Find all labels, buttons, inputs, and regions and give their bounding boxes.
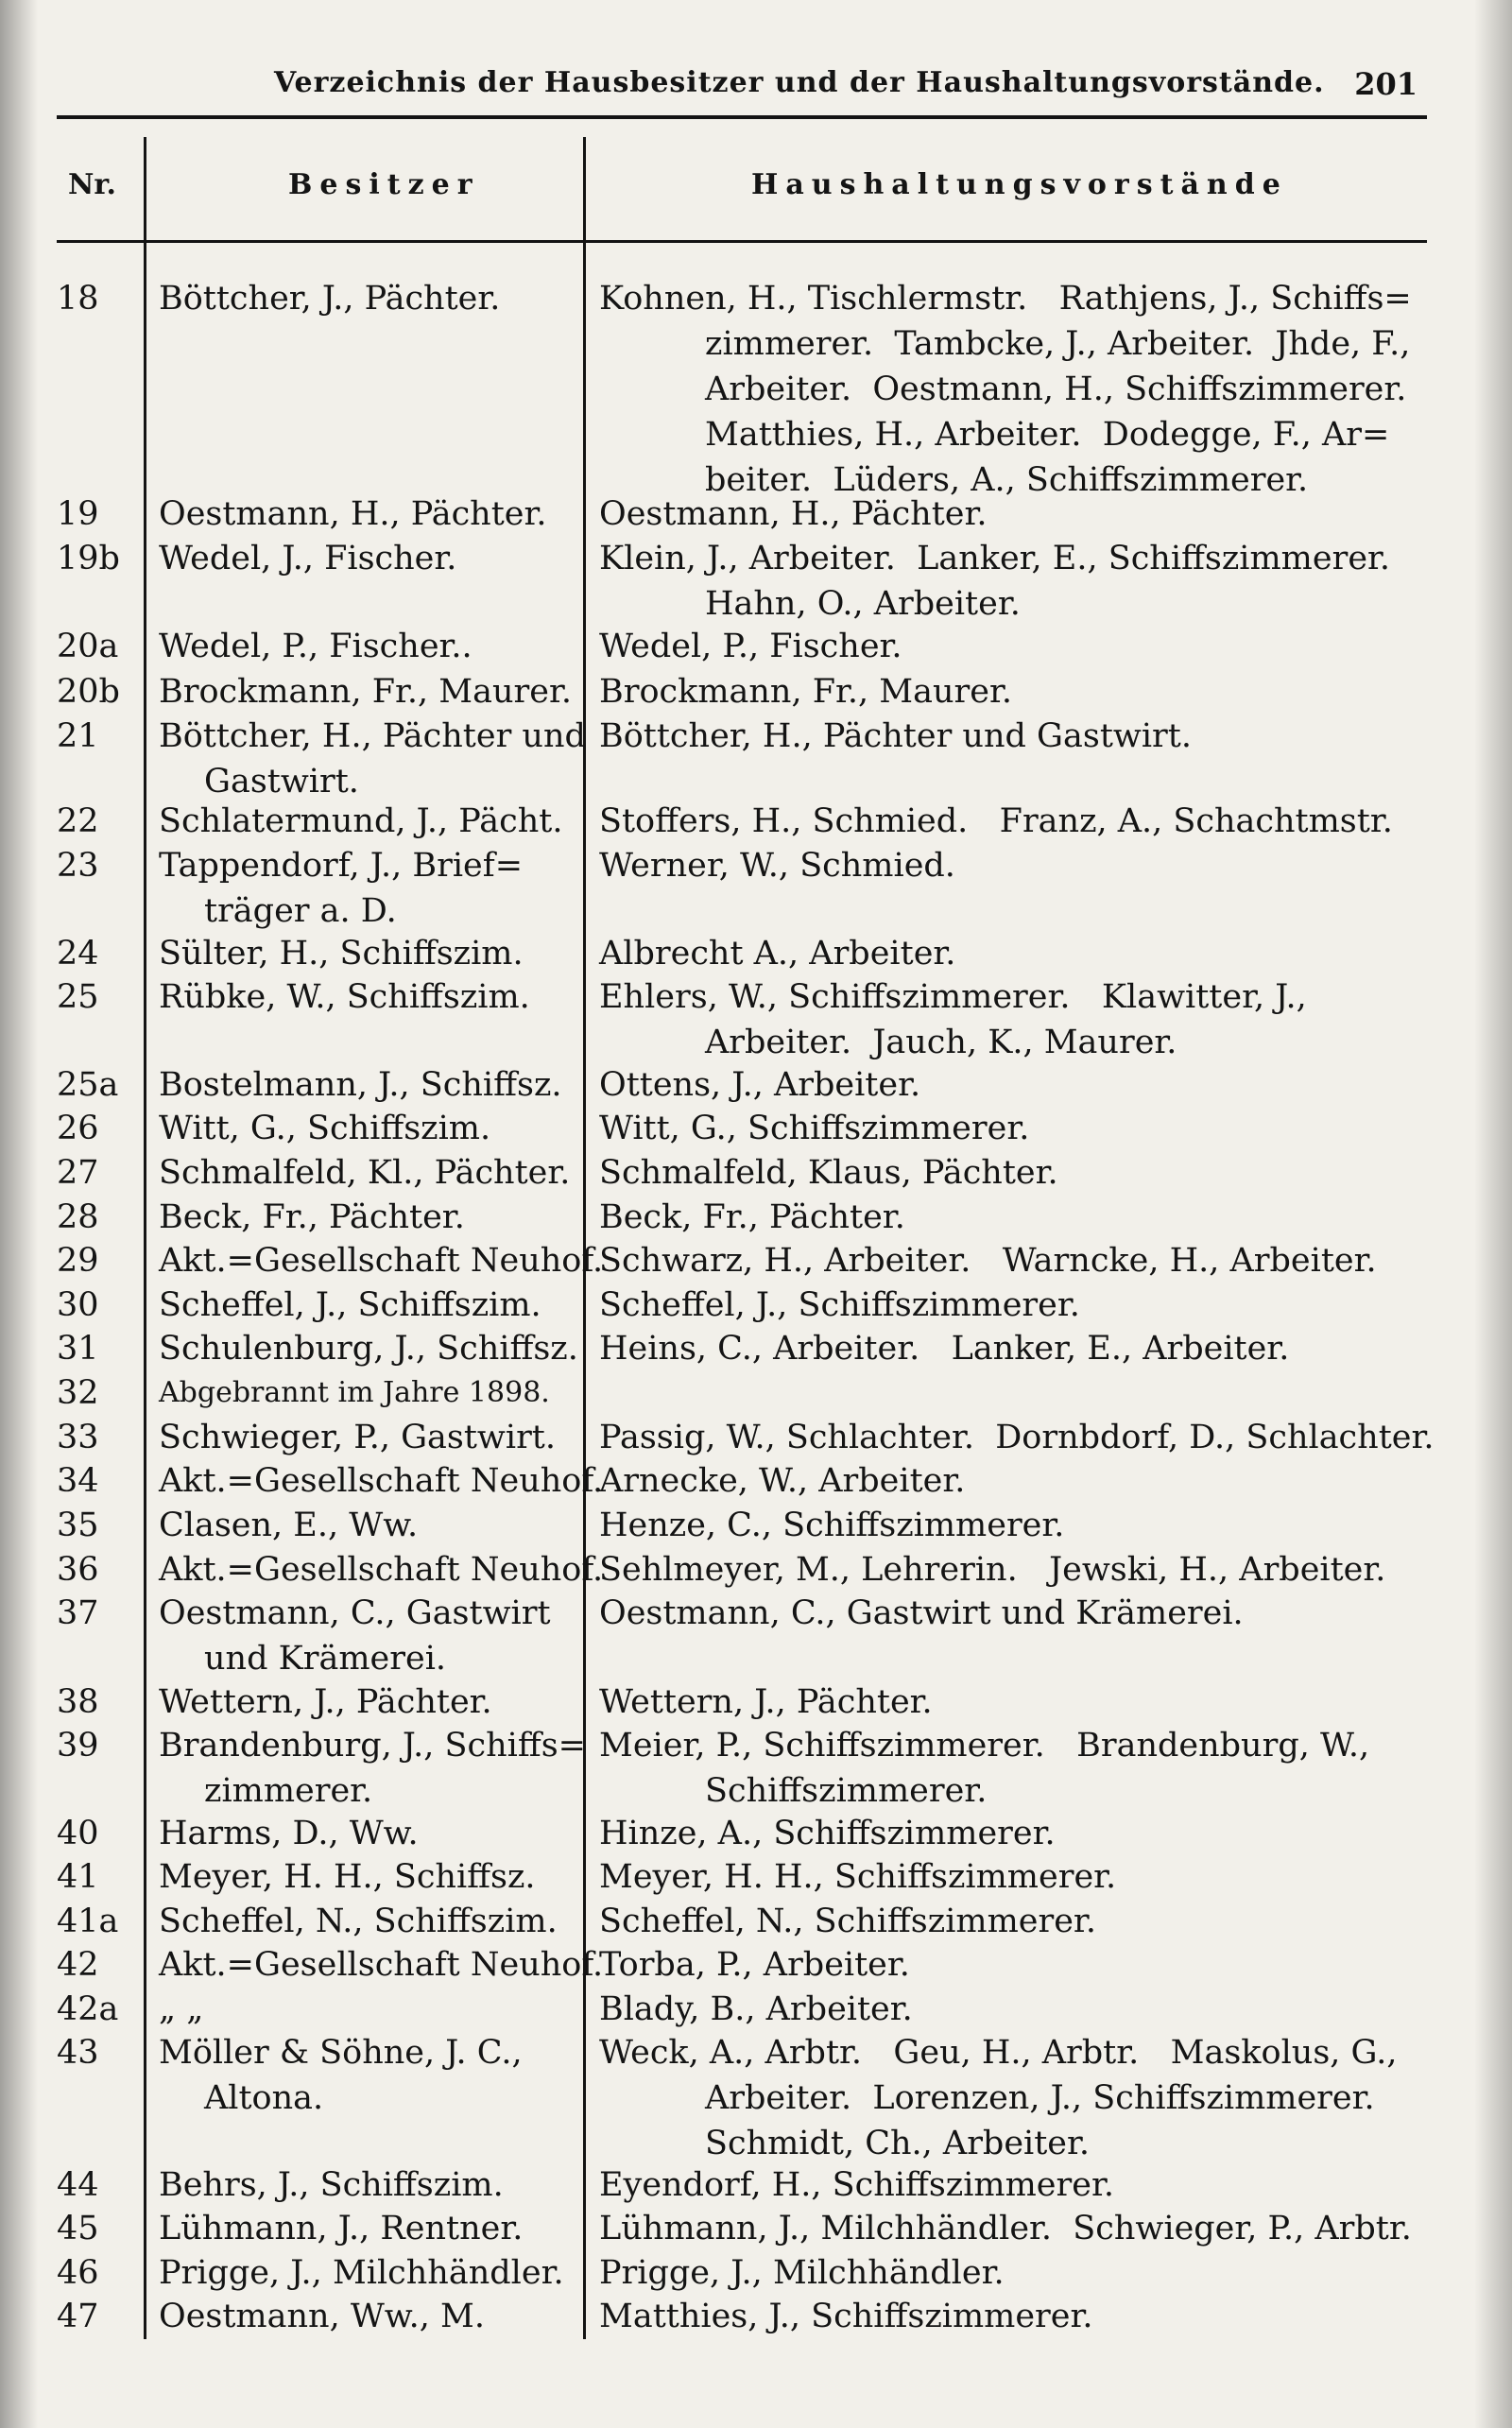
household-line: beiter. Lüders, A., Schiffszimmerer. (705, 461, 1309, 499)
households-cell (599, 1547, 1450, 1593)
household-line: Brockmann, Fr., Maurer. (599, 673, 1012, 711)
owner-line: zimmerer. (204, 1772, 373, 1810)
household-line: Prigge, J., Milchhändler. (599, 2254, 1005, 2292)
owner-cell (159, 1679, 593, 1725)
owner-cell (159, 1238, 604, 1283)
row-number: 37 (57, 1594, 99, 1632)
row-number: 22 (57, 802, 99, 840)
household-line: Ehlers, W., Schiffszimmerer. Klawitter, J., (599, 978, 1307, 1016)
households-cell (599, 1150, 1450, 1196)
owner-cell (159, 1150, 593, 1196)
owner-line: Böttcher, J., Pächter. (159, 280, 501, 318)
household-line: Arbeiter. Lorenzen, J., Schiffszimmerer. (705, 2079, 1375, 2117)
owner-cell (159, 1370, 593, 1416)
running-title: Verzeichnis der Hausbesitzer und der Haushaltungsvorstände. (274, 66, 1325, 99)
owner-line: Oestmann, Ww., M. (159, 2298, 485, 2335)
household-line: Hinze, A., Schiffszimmerer. (599, 1815, 1056, 1852)
household-line: Wettern, J., Pächter. (599, 1683, 933, 1721)
owner-cell (159, 2294, 593, 2339)
owner-cell (159, 2030, 593, 2121)
owner-cell (159, 624, 593, 669)
owner-cell (159, 1547, 604, 1593)
row-number: 20b (57, 673, 120, 711)
row-number: 30 (57, 1286, 99, 1324)
owner-line: Scheffel, J., Schiffszim. (159, 1286, 541, 1324)
owner-line: Akt.=Gesellschaft Neuhof. (159, 1946, 604, 1984)
row-number: 40 (57, 1815, 99, 1852)
household-line: Albrecht A., Arbeiter. (599, 935, 956, 973)
owner-line: Brandenburg, J., Schiffs= (159, 1727, 587, 1765)
owner-cell (159, 1458, 604, 1504)
owner-cell (159, 1723, 593, 1814)
row-number: 35 (57, 1507, 99, 1544)
owner-cell (159, 1987, 593, 2032)
owner-cell (159, 1503, 593, 1548)
owner-cell (159, 1942, 604, 1988)
owner-line: Wedel, P., Fischer.. (159, 628, 472, 665)
row-number: 28 (57, 1198, 99, 1236)
owner-line: Lühmann, J., Rentner. (159, 2210, 524, 2247)
household-line: Schmidt, Ch., Arbeiter. (705, 2125, 1091, 2162)
row-number: 23 (57, 847, 99, 885)
households-cell (599, 1238, 1450, 1283)
owner-line: Schwieger, P., Gastwirt. (159, 1419, 556, 1456)
owner-line: Oestmann, C., Gastwirt (159, 1594, 551, 1632)
household-line: Hahn, O., Arbeiter. (705, 585, 1021, 623)
row-number: 39 (57, 1727, 99, 1765)
households-cell (599, 2250, 1450, 2296)
households-cell (599, 1195, 1450, 1240)
household-line: Meyer, H. H., Schiffszimmerer. (599, 1858, 1117, 1896)
household-line: Oestmann, H., Pächter. (599, 495, 988, 533)
row-number: 42a (57, 1990, 119, 2028)
household-line: Arbeiter. Jauch, K., Maurer. (705, 1024, 1177, 1061)
owner-cell (159, 491, 593, 537)
owner-line: Böttcher, H., Pächter und (159, 717, 586, 755)
row-number: 32 (57, 1374, 99, 1412)
row-number: 33 (57, 1419, 99, 1456)
household-line: Sehlmeyer, M., Lehrerin. Jewski, H., Arbeiter. (599, 1551, 1386, 1589)
owner-line: Akt.=Gesellschaft Neuhof. (159, 1462, 604, 1500)
households-cell (599, 2162, 1450, 2208)
owner-line: Schulenburg, J., Schiffsz. (159, 1330, 578, 1368)
owner-cell (159, 536, 593, 581)
row-number: 46 (57, 2254, 99, 2292)
households-cell (599, 2030, 1450, 2166)
row-number: 45 (57, 2210, 99, 2247)
household-line: Böttcher, H., Pächter und Gastwirt. (599, 717, 1192, 755)
owner-line: Bostelmann, J., Schiffsz. (159, 1066, 562, 1104)
household-line: Matthies, J., Schiffszimmerer. (599, 2298, 1093, 2335)
household-line: Beck, Fr., Pächter. (599, 1198, 905, 1236)
owner-line: Akt.=Gesellschaft Neuhof. (159, 1551, 604, 1589)
owner-line: Clasen, E., Ww. (159, 1507, 419, 1544)
households-cell (599, 1503, 1450, 1548)
owner-line: Wedel, J., Fischer. (159, 540, 457, 577)
households-cell (599, 1811, 1450, 1856)
households-cell (599, 1415, 1450, 1460)
owner-line: Meyer, H. H., Schiffsz. (159, 1858, 536, 1896)
households-cell (599, 1942, 1450, 1988)
households-cell (599, 1326, 1450, 1371)
households-cell (599, 1899, 1450, 1944)
households-cell (599, 276, 1450, 503)
household-line: Meier, P., Schiffszimmerer. Brandenburg, W., (599, 1727, 1370, 1765)
household-line: Schmalfeld, Klaus, Pächter. (599, 1154, 1058, 1192)
owner-cell (159, 843, 593, 934)
households-cell (599, 1723, 1450, 1814)
owner-line: Brockmann, Fr., Maurer. (159, 673, 572, 711)
owner-cell (159, 1415, 593, 1460)
row-number: 29 (57, 1242, 99, 1280)
household-line: Werner, W., Schmied. (599, 847, 955, 885)
owner-cell (159, 1062, 593, 1108)
owner-cell (159, 714, 593, 804)
household-line: Matthies, H., Arbeiter. Dodegge, F., Ar= (705, 416, 1390, 454)
households-cell (599, 2206, 1450, 2251)
owner-cell (159, 2162, 593, 2208)
household-line: Passig, W., Schlachter. Dornbdorf, D., Schlachter. (599, 1419, 1435, 1456)
owner-line: träger a. D. (204, 892, 397, 930)
household-line: Stoffers, H., Schmied. Franz, A., Schachtmstr. (599, 802, 1393, 840)
owner-cell (159, 276, 593, 321)
owner-cell (159, 1591, 593, 1681)
row-number: 41 (57, 1858, 99, 1896)
row-number: 24 (57, 935, 99, 973)
owner-line: und Krämerei. (204, 1640, 447, 1678)
owner-line: Möller & Söhne, J. C., (159, 2034, 523, 2072)
households-cell (599, 624, 1450, 669)
owner-cell (159, 1899, 593, 1944)
column-header-owner: Besitzer (288, 168, 480, 201)
owner-line: „ „ (159, 1990, 204, 2028)
households-cell (599, 669, 1450, 715)
row-number: 43 (57, 2034, 99, 2072)
households-cell (599, 2294, 1450, 2339)
household-line: Ottens, J., Arbeiter. (599, 1066, 921, 1104)
owner-line: Schlatermund, J., Pächt. (159, 802, 563, 840)
row-number: 25 (57, 978, 99, 1016)
row-number: 36 (57, 1551, 99, 1589)
household-line: Schwarz, H., Arbeiter. Warncke, H., Arbeiter. (599, 1242, 1377, 1280)
households-cell (599, 843, 1450, 888)
households-cell (599, 1106, 1450, 1151)
household-line: Torba, P., Arbeiter. (599, 1946, 910, 1984)
household-line: Wedel, P., Fischer. (599, 628, 902, 665)
owner-line: Scheffel, N., Schiffszim. (159, 1903, 558, 1940)
household-line: Heins, C., Arbeiter. Lanker, E., Arbeiter. (599, 1330, 1290, 1368)
owner-cell (159, 1811, 593, 1856)
owner-cell (159, 1854, 593, 1900)
households-cell (599, 714, 1450, 759)
owner-cell (159, 2250, 593, 2296)
households-cell (599, 491, 1450, 537)
household-line: Arbeiter. Oestmann, H., Schiffszimmerer. (705, 370, 1407, 408)
owner-cell (159, 1283, 593, 1328)
owner-line: Akt.=Gesellschaft Neuhof. (159, 1242, 604, 1280)
row-number: 47 (57, 2298, 99, 2335)
households-cell (599, 974, 1450, 1065)
households-cell (599, 1591, 1450, 1636)
households-cell (599, 1458, 1450, 1504)
household-line: Witt, G., Schiffszimmerer. (599, 1110, 1030, 1147)
owner-cell (159, 1195, 593, 1240)
households-cell (599, 1854, 1450, 1900)
column-header-nr: Nr. (68, 168, 116, 201)
owner-line: Witt, G., Schiffszim. (159, 1110, 491, 1147)
scan-shadow-right (1474, 0, 1512, 2428)
owner-line: Prigge, J., Milchhändler. (159, 2254, 564, 2292)
owner-line: Schmalfeld, Kl., Pächter. (159, 1154, 571, 1192)
owner-cell (159, 799, 593, 844)
row-number: 38 (57, 1683, 99, 1721)
owner-line: Rübke, W., Schiffszim. (159, 978, 530, 1016)
households-cell (599, 1062, 1450, 1108)
owner-line: Beck, Fr., Pächter. (159, 1198, 465, 1236)
household-line: zimmerer. Tambcke, J., Arbeiter. Jhde, F., (705, 325, 1411, 363)
row-number: 19 (57, 495, 99, 533)
household-line: Blady, B., Arbeiter. (599, 1990, 913, 2028)
row-number: 18 (57, 280, 99, 318)
owner-line: Gastwirt. (204, 763, 359, 801)
row-number: 31 (57, 1330, 99, 1368)
row-number: 21 (57, 717, 99, 755)
households-cell (599, 1283, 1450, 1328)
owner-line: Abgebrannt im Jahre 1898. (159, 1376, 550, 1409)
owner-cell (159, 1326, 593, 1371)
household-line: Henze, C., Schiffszimmerer. (599, 1507, 1065, 1544)
households-cell (599, 536, 1450, 627)
owner-line: Sülter, H., Schiffszim. (159, 935, 524, 973)
header-top-rule (57, 115, 1427, 119)
row-number: 27 (57, 1154, 99, 1192)
household-line: Klein, J., Arbeiter. Lanker, E., Schiffszimmerer. (599, 540, 1391, 577)
owner-line: Harms, D., Ww. (159, 1815, 419, 1852)
household-line: Scheffel, N., Schiffszimmerer. (599, 1903, 1096, 1940)
page-number: 201 (1354, 66, 1418, 102)
row-number: 26 (57, 1110, 99, 1147)
household-line: Kohnen, H., Tischlermstr. Rathjens, J., Schiffs= (599, 280, 1412, 318)
row-number: 34 (57, 1462, 99, 1500)
household-line: Arnecke, W., Arbeiter. (599, 1462, 966, 1500)
row-number: 41a (57, 1903, 119, 1940)
owner-cell (159, 2206, 593, 2251)
household-line: Scheffel, J., Schiffszimmerer. (599, 1286, 1080, 1324)
row-number: 42 (57, 1946, 99, 1984)
household-line: Weck, A., Arbtr. Geu, H., Arbtr. Maskolus, G., (599, 2034, 1398, 2072)
household-line: Lühmann, J., Milchhändler. Schwieger, P., Arbtr. (599, 2210, 1412, 2247)
households-cell (599, 799, 1450, 844)
column-header-households: Haushaltungsvorstände (751, 168, 1288, 201)
household-line: Schiffszimmerer. (705, 1772, 988, 1810)
owner-line: Altona. (204, 2079, 324, 2117)
owner-cell (159, 1106, 593, 1151)
column-header-bottom-rule (57, 240, 1427, 243)
owner-cell (159, 669, 593, 715)
owner-line: Wettern, J., Pächter. (159, 1683, 492, 1721)
owner-cell (159, 931, 593, 976)
households-cell (599, 931, 1450, 976)
owner-line: Tappendorf, J., Brief= (159, 847, 524, 885)
row-number: 19b (57, 540, 120, 577)
row-number: 20a (57, 628, 119, 665)
households-cell (599, 1987, 1450, 2032)
owner-cell (159, 974, 593, 1020)
owner-line: Oestmann, H., Pächter. (159, 495, 547, 533)
row-number: 44 (57, 2166, 99, 2204)
household-line: Oestmann, C., Gastwirt und Krämerei. (599, 1594, 1244, 1632)
households-cell (599, 1679, 1450, 1725)
row-number: 25a (57, 1066, 119, 1104)
household-line: Eyendorf, H., Schiffszimmerer. (599, 2166, 1114, 2204)
owner-line: Behrs, J., Schiffszim. (159, 2166, 504, 2204)
scan-shadow-left (0, 0, 38, 2428)
